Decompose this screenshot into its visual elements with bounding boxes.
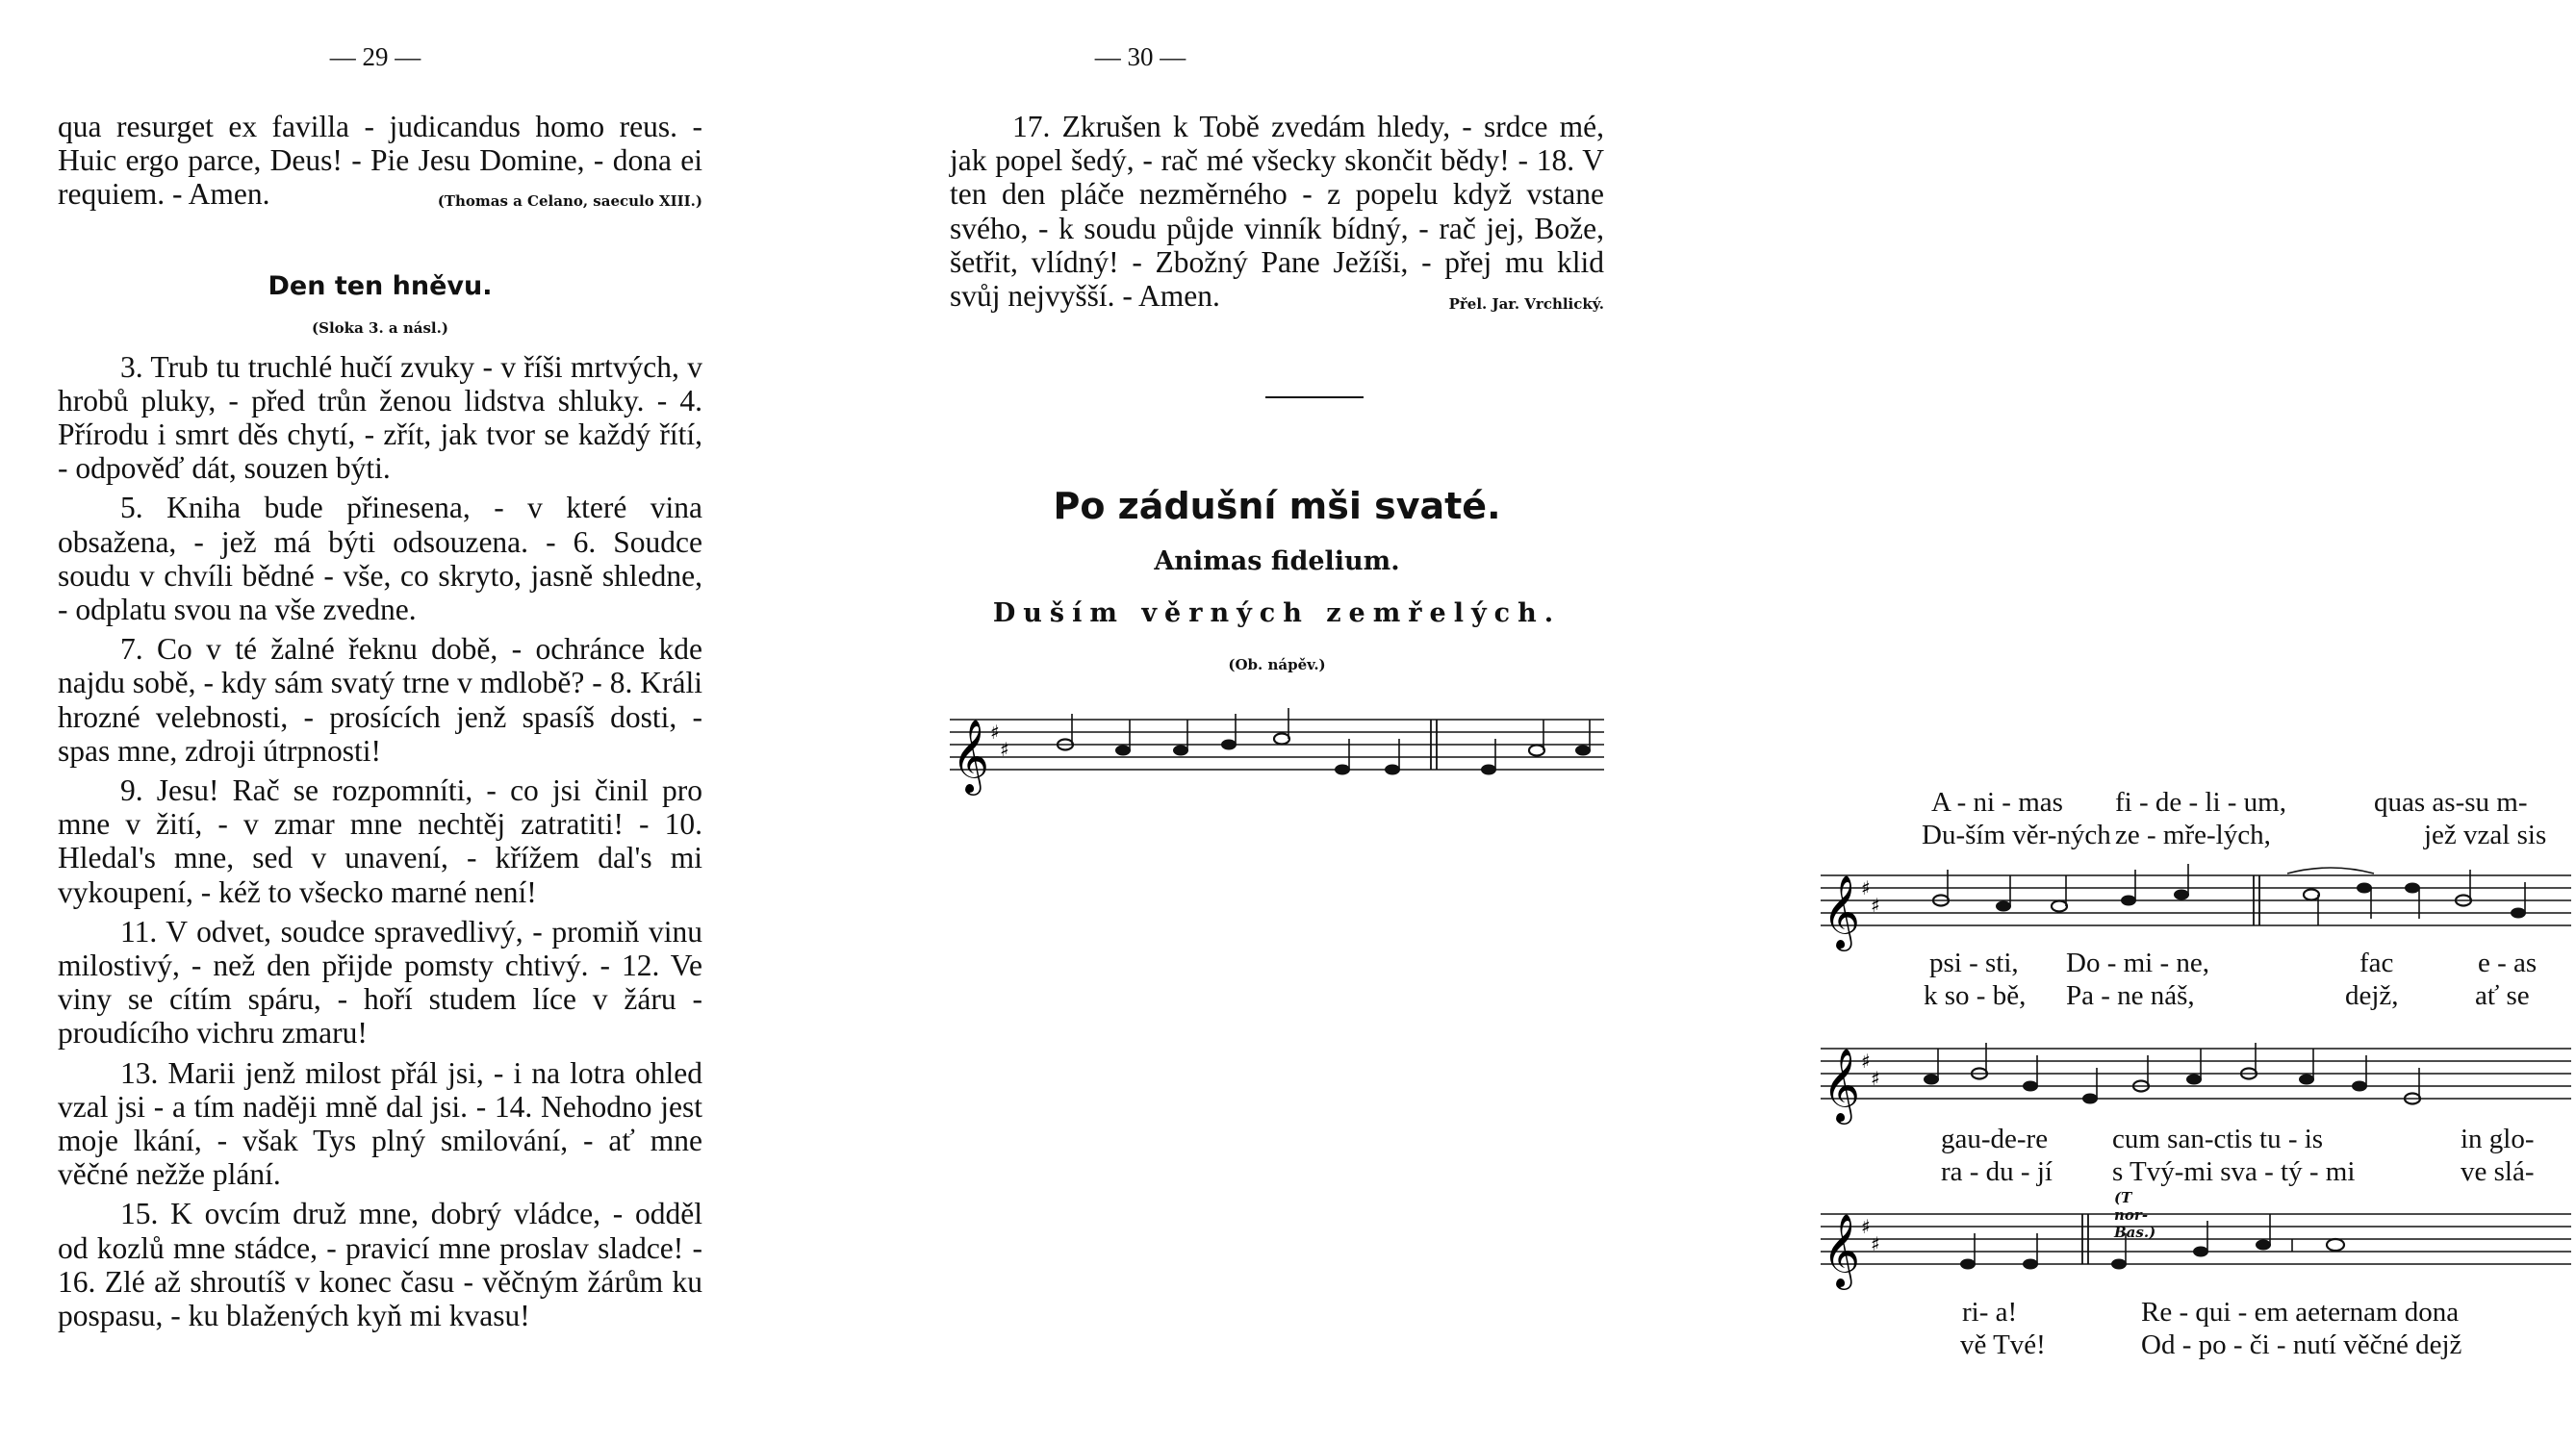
lyric-s3-latin-1: gau-de-re: [1941, 1124, 2049, 1154]
treble-clef-icon: 𝄞: [1823, 1213, 1861, 1287]
continuation-lines: 17. Zkrušen k Tobě zvedám hledy, - srdce mé, jak popel šedý, - rač mé všecky skončit bědy! - 18. V ten den pláče nezměrného - z popelu když vstane svého, - k soudu půjde vinník bídný, - rač jej, Bože, šetřit, vlídný! - Zbožný Pane Ježíši, - přej mu klid svůj nejvyšší. - Amen.: [950, 110, 1604, 314]
translator-credit: Přel. Jar. Vrchlický.: [1448, 295, 1604, 314]
lyric-s3-czech-1: ra - du - jí: [1941, 1156, 2053, 1187]
left-text-column: [58, 110, 702, 1332]
key-signature-icon: ♯: [990, 721, 1000, 744]
staff-system-3: [1811, 1039, 2576, 1126]
lyric-s3-czech-2: s Tvý-mi sva - tý - mi: [2112, 1156, 2356, 1187]
lyric-s2-czech-4: ať se: [2475, 980, 2530, 1011]
left-page: [0, 0, 873, 1443]
latin-title: Animas fidelium.: [1154, 546, 1400, 576]
lyric-s1-czech-3: jež vzal sis: [2424, 820, 2547, 850]
key-signature-icon: ♯: [1861, 1215, 1871, 1238]
voice-note: (T nor-Bas.): [2114, 1189, 2156, 1241]
staff-lines-1: [950, 720, 1604, 770]
tune-note: (Ob. nápěv.): [1228, 656, 1326, 673]
stanza-11-12: 11. V odvet, soudce spravedlivý, - promiň vinu milostivý, - než den přijde pomsty chtivý. - 12. Ve viny se cítím spáru, - hoří studem líce v žáru - proudícího vichru zmaru!: [58, 914, 702, 1051]
staff-lines-4: [1821, 1214, 2571, 1264]
opening-text: [58, 110, 702, 212]
staff-system-2: [1811, 866, 2576, 952]
lyric-s2-czech-1: k so - bě,: [1924, 980, 2027, 1011]
lyric-s3-czech-3: ve slá-: [2461, 1156, 2535, 1187]
lyric-s2-latin-3: fac: [2359, 948, 2394, 978]
notes-2: [1933, 864, 2526, 925]
key-signature-icon: ♯: [1861, 876, 1871, 899]
lyric-s1-latin-2: fi - de - li - um,: [2115, 787, 2286, 818]
continuation-text: [950, 110, 1604, 313]
key-signature-icon: ♯: [1871, 1232, 1880, 1255]
hymn-title: Den ten hněvu.: [268, 270, 493, 301]
lyric-s3-latin-3: in glo-: [2461, 1124, 2535, 1154]
notes-4: [1960, 1214, 2344, 1270]
key-signature-icon: ♯: [1871, 1067, 1880, 1090]
staff-system-1: [940, 710, 1614, 797]
lyric-s1-czech-1: Du-ším věr-ných: [1922, 820, 2111, 850]
lyric-s1-latin-1: A - ni - mas: [1931, 787, 2063, 818]
lyric-s2-latin-4: e - as: [2478, 948, 2538, 978]
lyric-s1-latin-3: quas as-su m-: [2374, 787, 2528, 818]
right-page: [873, 0, 2547, 1443]
hymn-subtitle: (Sloka 3. a násl.): [312, 318, 448, 337]
page-number-right: — 30 —: [1094, 42, 1186, 71]
treble-clef-icon: 𝄞: [1823, 874, 1861, 949]
opening-attribution: (Thomas a Celano, saeculo XIII.): [437, 192, 702, 211]
stanza-7-8: 7. Co v té žalné řeknu době, - ochránce kde najdu sobě, - kdy sám svatý trne v mdlobě? - 8. Králi hrozné velebnosti, - prosících jenž spasíš dosti, - spas mne, zdroji útrpnosti!: [58, 632, 702, 768]
treble-clef-icon: 𝄞: [952, 719, 990, 793]
lyric-s4-czech-2: Od - po - či - nutí věčné dejž: [2141, 1329, 2462, 1360]
treble-clef-icon: 𝄞: [1823, 1048, 1861, 1122]
key-signature-icon: ♯: [1871, 894, 1880, 917]
stanza-9-10: 9. Jesu! Rač se rozpomníti, - co jsi činil pro mne v žití, - v zmar mne nechtěj zatratiti! - 10. Hledal's mne, sed v unavení, - křížem dal's mi vykoupení, - kéž to všecko marné není!: [58, 773, 702, 909]
right-text-column: [950, 110, 1604, 321]
lyric-s2-latin-2: Do - mi - ne,: [2066, 948, 2209, 978]
lyric-s4-latin-1: ri- a!: [1962, 1297, 2018, 1328]
lyric-s2-czech-2: Pa - ne náš,: [2066, 980, 2195, 1011]
stanza-13-14: 13. Marii jenž milost přál jsi, - i na lotra ohled vzal jsi - a tím naději mně dal jsi. - 14. Nehodno jest moje lkání, - však Tys plný smilování, - ať mne věčné nežže plání.: [58, 1055, 702, 1192]
page-number-left: — 29 —: [329, 42, 421, 71]
lyric-s2-czech-3: dejž,: [2345, 980, 2399, 1011]
lyric-s4-czech-1: vě Tvé!: [1960, 1329, 2046, 1360]
lyric-s4-latin-2: Re - qui - em aeternam dona: [2141, 1297, 2460, 1328]
staff-lines-3: [1821, 1049, 2571, 1099]
song-title: Po zádušní mši svaté.: [1053, 485, 1501, 527]
lyric-s1-czech-2: ze - mře-lých,: [2115, 820, 2271, 850]
key-signature-icon: ♯: [1000, 738, 1009, 761]
opening-lines: qua resurget ex favilla - judicandus homo reus. - Huic ergo parce, Deus! - Pie Jesu Domine, - dona ei requiem. - Amen.: [58, 110, 702, 212]
lyric-s3-latin-2: cum san-ctis tu - is: [2112, 1124, 2324, 1154]
czech-title: Duším věrných zemřelých.: [992, 598, 1562, 628]
notes-1: [1058, 708, 1591, 775]
key-signature-icon: ♯: [1861, 1050, 1871, 1073]
stanza-3-4: 3. Trub tu truchlé hučí zvuky - v říši mrtvých, v hrobů pluky, - před trůn ženou lidstva shluky. - 4. Přírodu i smrt děs chytí, - zřít, jak tvor se každý řítí, - odpověď dát, souzen býti.: [58, 349, 702, 486]
stanza-5-6: 5. Kniha bude přinesena, - v které vina obsažena, - jež má býti odsouzena. - 6. Soudce soudu v chvíli bědné - vše, co skryto, jasně shledne, - odplatu svou na vše zvedne.: [58, 491, 702, 627]
staff-system-4: [1811, 1204, 2576, 1291]
section-divider: [1265, 396, 1364, 398]
lyric-s2-latin-1: psi - sti,: [1929, 948, 2019, 978]
stanza-15-16: 15. K ovcím druž mne, dobrý vládce, - odděl od kozlů mne stádce, - pravicí mne proslav sladce! - 16. Zlé až shroutíš v konec času - věčným žárům ku pospasu, - ku blažených kyň mi kvasu!: [58, 1197, 702, 1333]
